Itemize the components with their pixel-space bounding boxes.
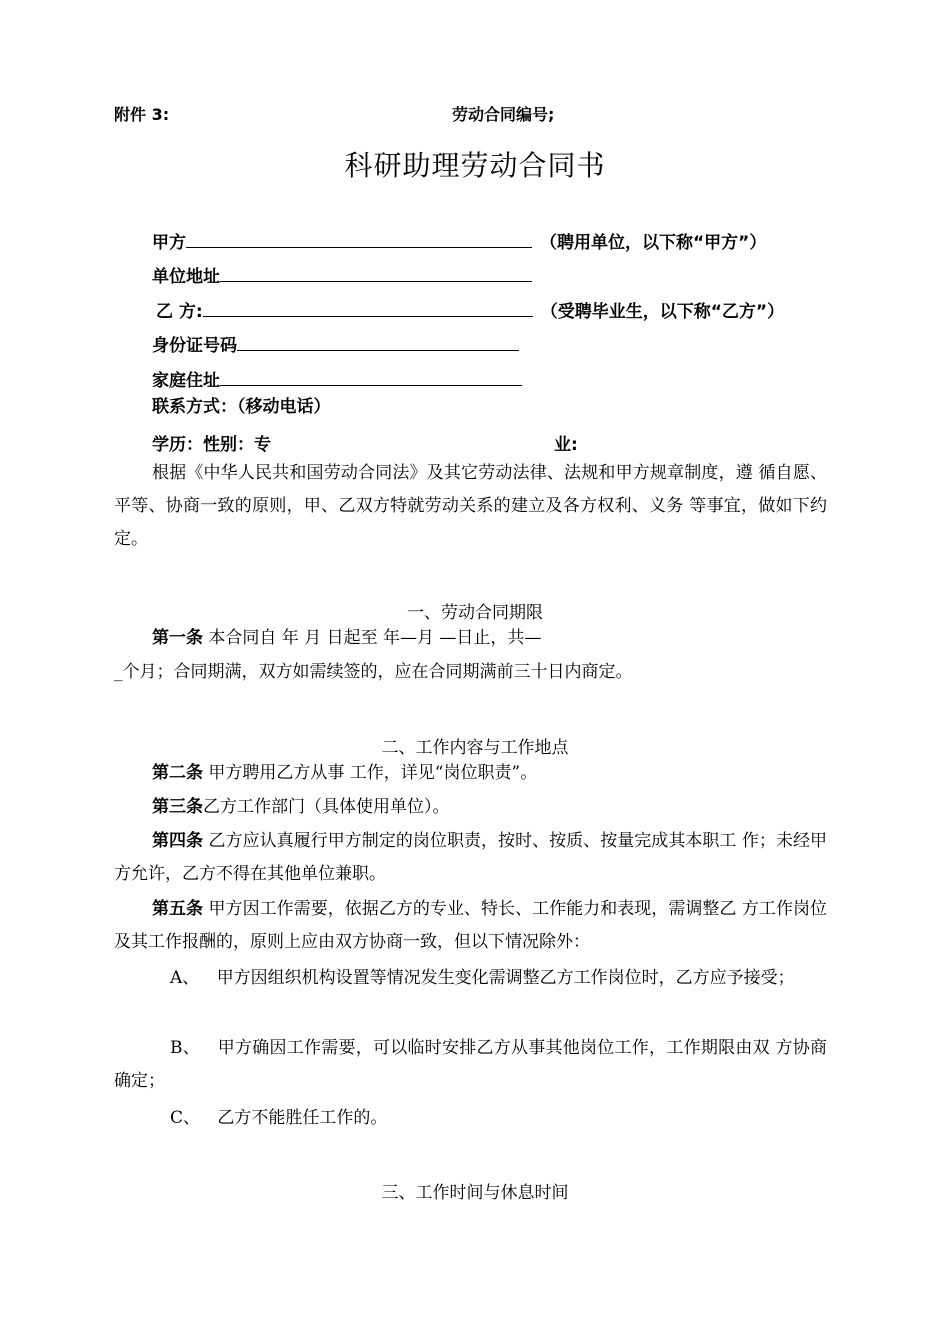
- article-1-line-2: _个月；合同期满，双方如需续签的，应在合同期满前三十日内商定。: [114, 662, 633, 682]
- party-a-blank[interactable]: [186, 231, 532, 248]
- article-3: [152, 791, 832, 824]
- article-5-label: 第五条: [152, 899, 204, 919]
- article-1-label: 第一条: [152, 628, 203, 648]
- address-blank[interactable]: [220, 265, 532, 282]
- article-1-line-1: 本合同自 年 月 日起至 年—月 —日止，共—: [208, 628, 542, 648]
- document-title: 科研助理劳动合同书: [344, 149, 606, 182]
- home-blank[interactable]: [220, 369, 522, 386]
- home-field: [152, 366, 522, 391]
- item-b-text: 甲方确因工作需要，可以临时安排乙方从事其他岗位工作，工作期限由双 方协商确定；: [114, 1038, 828, 1091]
- section-1-heading: 一、劳动合同期限: [407, 603, 543, 623]
- item-a-text: 甲方因组织机构设置等情况发生变化需调整乙方工作岗位时，乙方应予接受；: [216, 968, 795, 988]
- article-4-label: 第四条: [152, 831, 204, 851]
- education-label: 学历：性别：专: [152, 435, 271, 455]
- contact-label: 联系方式：（移动电话）: [152, 397, 331, 417]
- article-3-label: 第三条: [152, 797, 203, 817]
- article-2: [152, 757, 832, 790]
- party-a-field: [152, 228, 766, 253]
- section-3-heading: 三、工作时间与休息时间: [381, 1183, 569, 1203]
- item-b: [114, 1032, 827, 1098]
- party-a-label: 甲方: [152, 233, 186, 253]
- section-2-heading: 二、工作内容与工作地点: [381, 738, 569, 758]
- item-a: [114, 962, 827, 995]
- item-b-mark: B、: [170, 1038, 201, 1058]
- article-4: [114, 825, 827, 891]
- article-5-text: 甲方因工作需要，依据乙方的专业、特长、工作能力和表现，需调整乙 方工作岗位及其工作报酬的，原则上应由双方协商一致，但以下情况除外：: [114, 899, 828, 952]
- item-c-mark: C、: [170, 1108, 201, 1128]
- attachment-label: 附件 3:: [114, 105, 170, 124]
- article-4-text: 乙方应认真履行甲方制定的岗位职责，按时、按质、按量完成其本职工 作；未经甲方允许，乙方不得在其他单位兼职。: [114, 831, 828, 884]
- article-1: [152, 622, 832, 655]
- intro-paragraph: 根据《中华人民共和国劳动合同法》及其它劳动法律、法规和甲方规章制度，遵 循自愿、平等、协商一致的原则，甲、乙双方特就劳动关系的建立及各方权利、义务 等事宜，做如下约定。: [114, 463, 827, 549]
- item-c: [114, 1102, 827, 1135]
- id-label: 身份证号码: [152, 336, 237, 356]
- article-2-label: 第二条: [152, 763, 203, 783]
- article-3-text: 乙方工作部门（具体使用单位）。: [203, 797, 450, 817]
- home-label: 家庭住址: [152, 371, 220, 391]
- party-b-note: （受聘毕业生，以下称“乙方”）: [540, 302, 785, 322]
- major-suffix: 业:: [554, 435, 578, 455]
- party-b-blank[interactable]: [203, 300, 533, 317]
- party-b-field: [156, 297, 784, 322]
- party-b-label: 乙 方:: [156, 302, 203, 322]
- address-label: 单位地址: [152, 267, 220, 287]
- address-field: [152, 262, 532, 287]
- id-field: [152, 331, 519, 356]
- article-2-text: 甲方聘用乙方从事 工作，详见“岗位职责”。: [208, 763, 538, 783]
- item-c-text: 乙方不能胜任工作的。: [217, 1108, 388, 1128]
- article-5: [114, 893, 827, 959]
- contract-number-label: 劳动合同编号;: [452, 105, 555, 124]
- party-a-note: （聘用单位，以下称“甲方”）: [540, 233, 767, 253]
- item-a-mark: A、: [170, 968, 200, 988]
- id-blank[interactable]: [237, 334, 519, 351]
